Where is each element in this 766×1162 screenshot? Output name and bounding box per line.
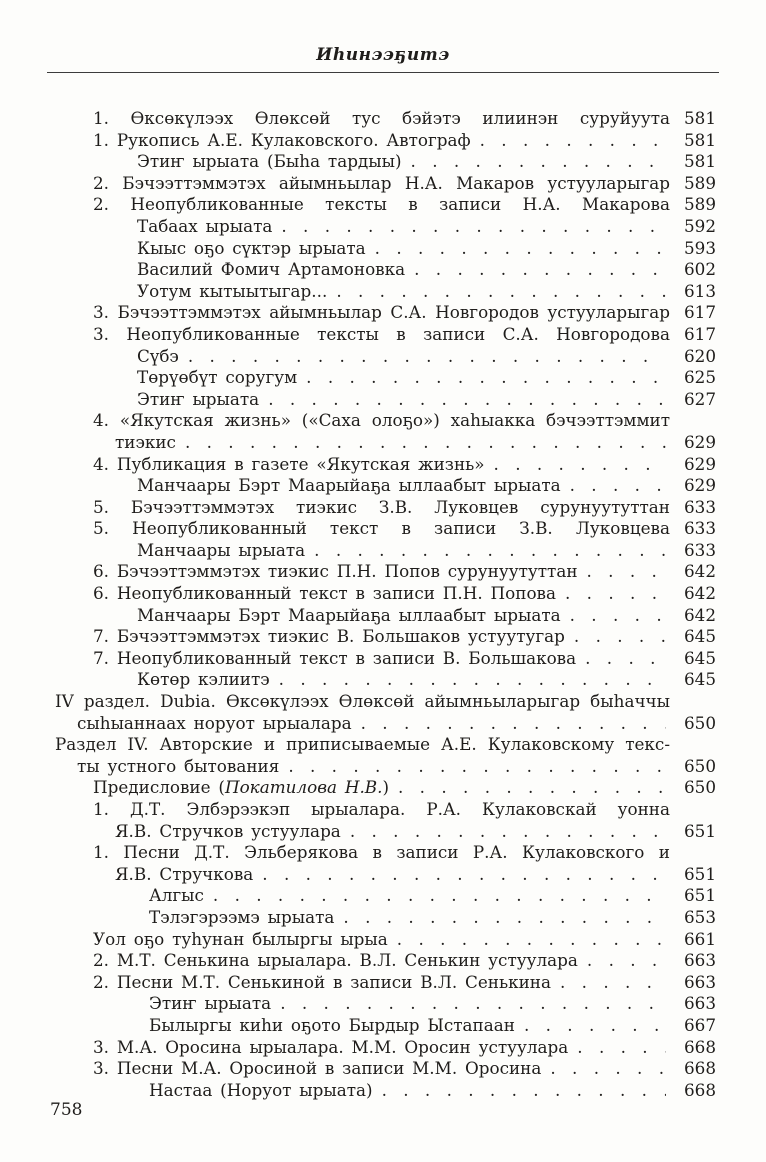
toc-page-number: 613 [683,280,716,301]
toc-entry-title: 1. Д.Т. Элбэрээкэп ырыалара. Р.А. Кулаковскай уонна [93,799,670,819]
toc-page-number: 629 [683,475,716,496]
toc-row [55,346,716,368]
toc-row [55,151,716,173]
toc-entry-title: 5. Неопубликованный текст в записи З.В. Луковцева [93,518,670,539]
toc-page-number: 581 [683,108,716,128]
toc-entry-title: Кыыс оҕо сүктэр ырыата [137,237,366,258]
toc-page-number: 633 [683,539,716,560]
toc-page-number: 581 [683,151,716,172]
dot-leader [262,864,666,886]
dot-leader [585,648,666,670]
page-header [0,0,766,65]
dot-leader [306,367,666,389]
page-number-footer: 758 [50,1100,83,1120]
toc-page-number: 589 [683,194,716,215]
toc-page-number: 593 [683,237,716,258]
toc-row [55,367,716,389]
dot-leader [185,432,666,454]
toc-page-number: 642 [683,583,716,604]
toc-entry-title: сыһыаннаах норуот ырыалара [77,712,352,733]
toc-row [55,108,716,130]
dot-leader [314,540,666,562]
dot-leader [587,561,666,583]
toc-row [55,389,716,411]
toc-row [55,540,716,562]
toc-page-number: 645 [683,647,716,668]
toc-entry-title: Төрүөбүт соругум [137,367,298,388]
toc-entry-author-italic: Покатилова Н.В. [224,777,383,798]
toc-row [55,626,716,648]
toc-page-number: 663 [683,971,716,992]
toc-row [55,238,716,260]
toc-page-number: 592 [683,215,716,236]
toc-entry-title: 2. М.Т. Сенькина ырыалара. В.Л. Сенькин устуулара [93,950,578,971]
dot-leader [268,389,666,411]
toc-page-number: 602 [683,259,716,280]
toc-entry-title: 3. М.А. Оросина ырыалара. М.М. Оросин устуулара [93,1036,569,1057]
dot-leader [524,1015,666,1037]
toc-page-number: 620 [683,345,716,366]
toc-entry-title: ты устного бытования [77,755,280,776]
dot-leader [570,475,666,497]
dot-leader [280,993,666,1015]
toc-row [55,605,716,627]
dot-leader [560,972,666,994]
toc-row [55,216,716,238]
toc-entry-title: Тэлэгэрээмэ ырыата [149,906,335,927]
toc-entry-title: 3. Песни М.А. Оросиной в записи М.М. Оросина [93,1058,542,1079]
toc-row [55,950,716,972]
dot-leader [411,151,666,173]
toc-page-number: 653 [683,906,716,927]
toc-row [55,324,716,346]
toc-row [55,842,716,864]
toc-entry-title: Манчаары ырыата [137,539,306,560]
page-header-title: Иһинээҕитэ [316,45,450,65]
toc-entry-title: 1. Рукопись А.Е. Кулаковского. Автограф [93,129,471,150]
dot-leader [550,1058,666,1080]
toc-entry-title: 7. Бэчээттэммэтэх тиэкис В. Большаков устуутугар [93,626,565,647]
toc-entry-title: тиэкис [115,431,176,452]
toc-entry-title: 6. Бэчээттэммэтэх тиэкис П.Н. Попов сурунуутуттан [93,561,578,582]
toc-entry-title: Настаа (Норуот ырыата) [149,1079,373,1100]
toc-row [55,561,716,583]
toc-entry-title: Сүбэ [137,345,179,366]
dot-leader [375,238,666,260]
toc-row [55,799,716,821]
toc-entry-title: Этиҥ ырыата [149,993,272,1014]
toc-page-number: 645 [683,669,716,690]
dot-leader [494,454,666,476]
dot-leader [213,885,666,907]
toc-page-number: 629 [683,431,716,452]
toc-row [55,777,716,799]
toc-row [55,432,716,454]
dot-leader [398,777,666,799]
dot-leader [343,907,666,929]
toc-row [55,669,716,691]
dot-leader [279,669,666,691]
dot-leader [565,583,666,605]
toc-entry-title: 4. «Якутская жизнь» («Саха олоҕо») хаһыакка бэчээттэммит [93,410,670,431]
toc-entry-title: 2. Неопубликованные тексты в записи Н.А. Макарова [93,194,670,215]
toc-row [55,302,716,324]
dot-leader [361,713,666,735]
toc-entry-title: Я.В. Стручков устуулара [115,820,341,841]
dot-leader [382,1080,666,1102]
toc-list [55,108,716,1101]
toc-row [55,907,716,929]
toc-entry-title: Василий Фомич Артамоновка [137,259,406,280]
toc-page-number: 617 [683,302,716,323]
toc-entry-title: 5. Бэчээттэммэтэх тиэкис З.В. Луковцев сурунуутуттан [93,496,670,517]
toc-row [55,821,716,843]
toc-row [55,864,716,886]
toc-page-number: 663 [683,950,716,971]
toc-row [55,885,716,907]
toc-page-number: 625 [683,367,716,388]
toc-page-number: 668 [683,1079,716,1100]
toc-page-number: 651 [683,885,716,906]
toc-entry-title: 2. Бэчээттэммэтэх айымньылар Н.А. Макаров устууларыгар [93,172,670,193]
toc-entry-title: Уотум кытыытыгар... [137,280,328,301]
toc-row [55,929,716,951]
toc-entry-title: Этиҥ ырыата [137,388,260,409]
toc-row [55,713,716,735]
toc-entry-title-part: ) [382,777,390,798]
toc-row [55,756,716,778]
toc-row [55,583,716,605]
toc-entry-title: 3. Бэчээттэммэтэх айымньылар С.А. Новгородов устууларыгар [93,302,670,323]
toc-row [55,1037,716,1059]
toc-entry-title: 3. Неопубликованные тексты в записи С.А. Новгородова [93,323,670,344]
toc-page-number: 629 [683,453,716,474]
toc-page-number: 645 [683,626,716,647]
toc-row [55,259,716,281]
toc-page-number: 668 [683,1036,716,1057]
toc-entry-title-part: Предисловие ( [93,777,225,798]
toc-entry-title: Алгыс [149,885,204,906]
toc-row [55,993,716,1015]
dot-leader [336,281,666,303]
toc-entry-title: 1. Песни Д.Т. Эльберякова в записи Р.А. Кулаковского и [93,842,670,863]
toc-page-number: 650 [683,777,716,798]
toc-page-number: 633 [683,518,716,539]
dot-leader [397,929,666,951]
toc-page-number: 627 [683,388,716,409]
toc-page-number: 651 [683,820,716,841]
dot-leader [188,346,666,368]
dot-leader [414,259,666,281]
toc-row [55,972,716,994]
toc-page-number: 667 [683,1014,716,1035]
toc-row [55,1080,716,1102]
toc-row [55,281,716,303]
toc-row [55,1015,716,1037]
toc-row [55,173,716,195]
toc-entry-title: Былыргы киһи оҕото Бырдыр Ыстапаан [149,1014,515,1035]
dot-leader [350,821,666,843]
dot-leader [288,756,666,778]
toc-entry-title: Я.В. Стручкова [115,863,254,884]
toc-row [55,497,716,519]
toc-page-number: 661 [683,928,716,949]
toc-entry-title: 7. Неопубликованный текст в записи В. Большакова [93,647,577,668]
toc-page-number: 651 [683,863,716,884]
toc-page-number: 650 [683,712,716,733]
dot-leader [480,130,666,152]
toc-row [55,475,716,497]
toc-entry-title: 4. Публикация в газете «Якутская жизнь» [93,453,485,474]
toc-entry-title [93,777,389,799]
toc-entry-title: Уол оҕо туһунан былыргы ырыа [93,928,388,949]
toc-row [55,194,716,216]
header-rule [47,72,719,73]
toc-row [55,130,716,152]
toc-page-number: 650 [683,755,716,776]
toc-page-number: 642 [683,561,716,582]
dot-leader [577,1037,666,1059]
toc-page-number: 617 [683,323,716,344]
toc-page-number: 663 [683,993,716,1014]
toc-row [55,648,716,670]
toc-entry-title: Манчаары Бэрт Маарыйаҕа ыллаабыт ырыата [137,604,561,625]
toc-entry-title: 6. Неопубликованный текст в записи П.Н. Попова [93,583,557,604]
toc-entry-title: Манчаары Бэрт Маарыйаҕа ыллаабыт ырыата [137,475,561,496]
toc-page-number: 642 [683,604,716,625]
toc-row [55,454,716,476]
toc-entry-title: 2. Песни М.Т. Сенькиной в записи В.Л. Сенькина [93,971,551,992]
dot-leader [587,950,666,972]
toc-page-number: 589 [683,172,716,193]
toc-entry-title: Көтөр кэлиитэ [137,669,270,690]
toc-entry-title: 1. Өксөкүлээх Өлөксөй тус бэйэтэ илиинэн суруйуута [93,108,670,128]
toc-entry-title: Раздел IV. Авторские и приписываемые А.Е. Кулаковскому текс- [55,734,670,755]
toc-row [55,1058,716,1080]
toc-page-number: 633 [683,496,716,517]
toc-entry-title: Табаах ырыата [137,215,273,236]
toc-page-number: 581 [683,129,716,150]
toc-row [55,691,716,713]
toc-entry-title: Этиҥ ырыата (Быһа тардыы) [137,151,402,172]
dot-leader [281,216,666,238]
toc-row [55,734,716,756]
dot-leader [570,605,666,627]
toc-page-number: 668 [683,1058,716,1079]
toc-entry-title: IV раздел. Dubia. Өксөкүлээх Өлөксөй айымньыларыгар быһаччы [55,691,670,712]
toc-row [55,518,716,540]
toc-row [55,410,716,432]
dot-leader [574,626,666,648]
